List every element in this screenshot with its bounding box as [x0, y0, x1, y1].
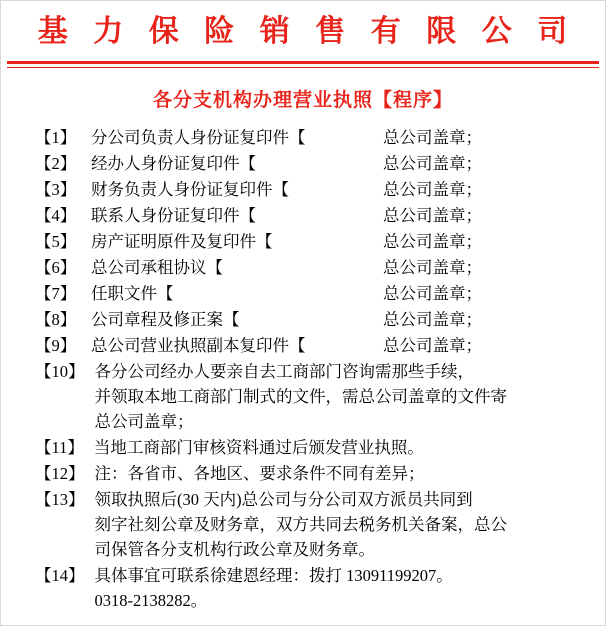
list-item-body: [85, 359, 590, 434]
list-item-tail: 总公司盖章；: [383, 335, 482, 355]
list-item: [35, 177, 589, 202]
list-item-line: 司保管各分支机构行政公章及财务章。: [94, 539, 375, 559]
list-item-number: 【8】: [35, 309, 77, 329]
list-item-body: [81, 125, 589, 150]
list-item: [35, 125, 589, 150]
list-item-text: 财务负责人身份证复印件【: [91, 179, 289, 199]
list-item-body: [81, 333, 589, 358]
header-divider: [7, 61, 599, 71]
list-item-tail: 总公司盖章；: [383, 153, 482, 173]
list-item-line: 总公司盖章；: [94, 411, 194, 431]
list-item-line: 当地工商部门审核资料通过后颁发营业执照。: [93, 437, 424, 457]
list-item-number: 【11】: [35, 437, 84, 457]
list-item-number: 【13】: [35, 489, 85, 509]
list-item-number: 【9】: [35, 335, 77, 355]
page-title: 各分支机构办理营业执照【程序】: [152, 89, 453, 111]
list-item-body: [81, 307, 589, 332]
list-item: [35, 461, 589, 486]
list-item-tail: 总公司盖章；: [383, 127, 482, 147]
list-item: [35, 359, 589, 434]
list-item: [35, 203, 589, 228]
list-item-line: 刻字社刻公章及财务章，双方共同去税务机关备案，总公: [94, 514, 507, 534]
list-item-tail: 总公司盖章；: [383, 257, 482, 277]
list-item: [35, 307, 589, 332]
list-item: [35, 151, 589, 176]
list-item-number: 【2】: [35, 153, 77, 173]
list-item-line: 各分公司经办人要亲自去工商部门咨询需那些手续，: [94, 361, 474, 381]
list-item-body: [85, 487, 590, 562]
list-item-number: 【12】: [35, 463, 85, 483]
list-item-number: 【4】: [35, 205, 77, 225]
list-item: [35, 333, 589, 358]
list-item-body: [85, 563, 590, 613]
list-item: [35, 435, 589, 460]
list-item-text: 总公司承租协议【: [91, 257, 223, 277]
list-item-tail: 总公司盖章；: [383, 205, 482, 225]
company-title: 基 力 保 险 销 售 有 限 公 司: [37, 15, 577, 48]
list-item: [35, 487, 589, 562]
list-item-number: 【14】: [35, 565, 85, 585]
list-item-number: 【6】: [35, 257, 77, 277]
list-item-number: 【1】: [35, 127, 77, 147]
list-item: [35, 281, 589, 306]
list-item-body: [81, 151, 589, 176]
divider-thin-line: [7, 67, 599, 68]
list-item-line: 0318-2138282。: [94, 590, 208, 610]
list-item-text: 任职文件【: [91, 283, 174, 303]
list-item-body: [81, 229, 589, 254]
list-item-line: 具体事宜可联系徐建恩经理：拨打 13091199207。: [94, 565, 453, 585]
list-item-text: 分公司负责人身份证复印件【: [91, 127, 306, 147]
list-item-body: [81, 281, 589, 306]
list-item-body: [81, 177, 589, 202]
procedure-list: [1, 125, 605, 613]
list-item-body: [81, 255, 589, 280]
list-item-tail: 总公司盖章；: [383, 231, 482, 251]
list-item-body: [81, 203, 589, 228]
list-item-text: 房产证明原件及复印件【: [91, 231, 273, 251]
list-item-line: 并领取本地工商部门制式的文件，需总公司盖章的文件寄: [94, 386, 507, 406]
list-item-line: 领取执照后(30 天内)总公司与分公司双方派员共同到: [94, 489, 473, 509]
list-item-text: 公司章程及修正案【: [91, 309, 240, 329]
list-item-number: 【5】: [35, 231, 77, 251]
list-item-body: [85, 461, 590, 486]
list-item-line: 注：各省市、各地区、要求条件不同有差异；: [94, 463, 425, 483]
list-item: [35, 229, 589, 254]
list-item: [35, 255, 589, 280]
list-item: [35, 563, 589, 613]
list-item-tail: 总公司盖章；: [383, 309, 482, 329]
list-item-text: 经办人身份证复印件【: [91, 153, 256, 173]
list-item-body: [84, 435, 589, 460]
list-item-text: 总公司营业执照副本复印件【: [91, 335, 306, 355]
list-item-number: 【10】: [35, 361, 85, 381]
list-item-tail: 总公司盖章；: [383, 283, 482, 303]
list-item-tail: 总公司盖章；: [383, 179, 482, 199]
list-item-text: 联系人身份证复印件【: [91, 205, 256, 225]
list-item-number: 【3】: [35, 179, 77, 199]
divider-thick-line: [7, 61, 599, 64]
list-item-number: 【7】: [35, 283, 77, 303]
